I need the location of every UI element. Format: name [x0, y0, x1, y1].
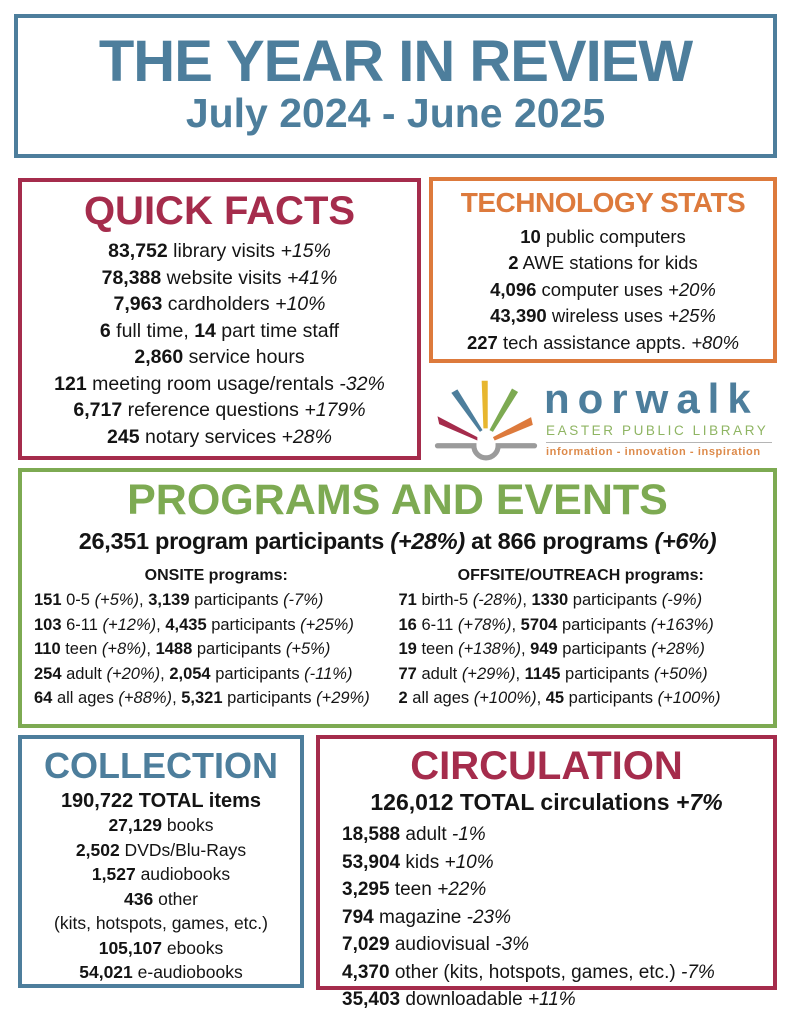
- library-logo: [429, 370, 777, 466]
- stat-line: 4,096 computer uses +20%: [490, 278, 716, 300]
- technology-stats-title: TECHNOLOGY STATS: [460, 187, 746, 218]
- collection-title: COLLECTION: [44, 745, 278, 786]
- stat-line: 71 birth-5 (-28%), 1330 participants (-9%): [398, 591, 703, 610]
- programs-summary: 26,351 program participants (+28%) at 866 programs (+6%): [78, 528, 717, 554]
- stat-line: 7,963 cardholders +10%: [113, 293, 326, 315]
- logo-name: norwalk: [544, 375, 759, 422]
- stat-line: 794 magazine -23%: [342, 906, 512, 928]
- stat-line: 10 public computers: [520, 225, 686, 247]
- stat-line: 110 teen (+8%), 1488 participants (+5%): [34, 640, 331, 659]
- collection-panel: [18, 735, 304, 988]
- stat-line: 78,388 website visits +41%: [101, 266, 338, 289]
- page-subtitle: July 2024 - June 2025: [185, 90, 606, 137]
- stat-line: 7,029 audiovisual -3%: [342, 934, 529, 955]
- stat-line: 6 full time, 14 part time staff: [99, 319, 340, 342]
- stat-line: 27,129 books: [108, 815, 214, 836]
- stat-line: 77 adult (+29%), 1145 participants (+50%): [398, 664, 708, 683]
- logo-text-block: [544, 375, 772, 458]
- stat-line: (kits, hotspots, games, etc.): [54, 913, 268, 934]
- quick-facts-list: [22, 238, 417, 450]
- technology-stats-list: [433, 224, 773, 357]
- stat-line: 103 6-11 (+12%), 4,435 participants (+25%): [34, 615, 354, 634]
- onsite-list: [34, 588, 399, 711]
- circulation-summary: 126,012 TOTAL circulations +7%: [370, 789, 723, 815]
- header-banner: [14, 14, 777, 158]
- programs-events-panel: [18, 468, 777, 728]
- programs-columns: [22, 555, 773, 711]
- stat-line: 254 adult (+20%), 2,054 participants (-11%): [34, 664, 353, 683]
- technology-stats-panel: [429, 177, 777, 363]
- stat-line: 105,107 ebooks: [98, 937, 224, 958]
- stat-line: 18,588 adult -1%: [342, 824, 486, 845]
- programs-title: PROGRAMS AND EVENTS: [127, 476, 668, 524]
- stat-line: 6,717 reference questions +179%: [73, 399, 366, 421]
- stat-line: 2,502 DVDs/Blu-Rays: [75, 839, 247, 860]
- offsite-list: [399, 588, 764, 711]
- stat-line: 436 other: [124, 888, 198, 909]
- page-title: THE YEAR IN REVIEW: [98, 29, 693, 94]
- stat-line: 53,904 kids +10%: [342, 851, 494, 873]
- logo-library-name: EASTER PUBLIC LIBRARY: [546, 423, 769, 438]
- circulation-title: CIRCULATION: [410, 744, 683, 788]
- stat-line: 35,403 downloadable +11%: [342, 989, 576, 1010]
- stat-line: 227 tech assistance appts. +80%: [466, 331, 740, 353]
- stat-line: 83,752 library visits +15%: [108, 240, 331, 262]
- collection-list: [22, 789, 300, 985]
- stat-line: 2,860 service hours: [134, 346, 305, 368]
- stat-line: 64 all ages (+88%), 5,321 participants (+29%): [34, 689, 370, 708]
- open-book-logo-icon: [434, 375, 538, 461]
- stat-line: 54,021 e-audiobooks: [79, 962, 243, 983]
- offsite-programs-column: [399, 567, 764, 711]
- stat-line: 16 6-11 (+78%), 5704 participants (+163%): [398, 615, 714, 634]
- stat-line: 190,722 TOTAL items: [60, 789, 262, 812]
- stat-line: 2 AWE stations for kids: [508, 252, 698, 274]
- offsite-header: OFFSITE/OUTREACH programs:: [457, 567, 704, 585]
- stat-line: 2 all ages (+100%), 45 participants (+100%): [398, 689, 721, 708]
- onsite-programs-column: [34, 567, 399, 711]
- logo-divider: [546, 442, 772, 443]
- quick-facts-title: QUICK FACTS: [83, 189, 356, 233]
- quick-facts-panel: [18, 178, 421, 460]
- stat-line: 121 meeting room usage/rentals -32%: [54, 372, 385, 395]
- onsite-header: ONSITE programs:: [144, 567, 288, 585]
- stat-line: 19 teen (+138%), 949 participants (+28%): [398, 640, 705, 659]
- logo-tagline: information - innovation - inspiration: [546, 446, 761, 458]
- stat-line: 43,390 wireless uses +25%: [490, 305, 716, 327]
- stat-line: 4,370 other (kits, hotspots, games, etc.) -7%: [342, 961, 715, 983]
- circulation-list: [320, 816, 773, 1014]
- stat-line: 1,527 audiobooks: [91, 864, 231, 885]
- circulation-panel: [316, 735, 777, 1010]
- stat-line: 245 notary services +28%: [107, 425, 332, 448]
- stat-line: 151 0-5 (+5%), 3,139 participants (-7%): [34, 591, 324, 610]
- stat-line: 3,295 teen +22%: [342, 879, 487, 900]
